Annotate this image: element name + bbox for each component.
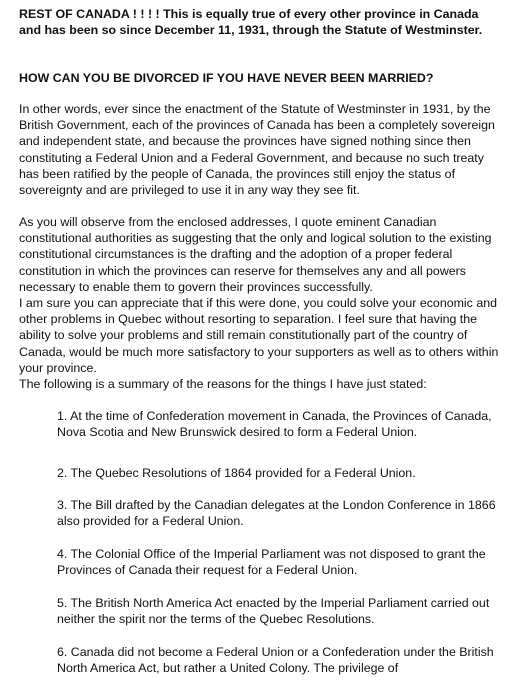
question-heading: HOW CAN YOU BE DIVORCED IF YOU HAVE NEVER BEEN MARRIED? bbox=[19, 71, 434, 85]
summary-item: 3. The Bill drafted by the Canadian delegates at the London Conference in 1866 also provided for a Federal Union. bbox=[57, 498, 496, 529]
summary-item: 2. The Quebec Resolutions of 1864 provided for a Federal Union. bbox=[57, 466, 416, 480]
summary-item: 1. At the time of Confederation movement in Canada, the Provinces of Canada, Nova Scotia and New Brunswick desired to form a Federal Union. bbox=[57, 409, 492, 440]
summary-item: 6. Canada did not become a Federal Union or a Confederation under the British North America Act, but rather a United Colony. The privilege of bbox=[57, 645, 494, 676]
paragraph-quebec-problems: I am sure you can appreciate that if this were done, you could solve your economic and other problems in Quebec without resorting to separation. I feel sure that having the ability to solve your problems and still remain constitutionally part of the country of Canada, would be much more satisfactory to your supporters as well as to others within your province. bbox=[19, 296, 499, 375]
summary-item: 5. The British North America Act enacted by the Imperial Parliament carried out neither the spirit nor the terms of the Quebec Resolutions. bbox=[57, 596, 490, 627]
paragraph-constitutional-authorities: As you will observe from the enclosed addresses, I quote eminent Canadian constitutional authorities as suggesting that the only and logical solution to the existing constitutional circumstances is the drafting and the adoption of a proper federal constitution in which the provinces can reserve for themselves any and all powers necessary to enable them to govern their provinces successfully. bbox=[19, 215, 492, 294]
intro-heading: REST OF CANADA ! ! ! ! This is equally true of every other province in Canada and has been so since December 11, 1931, through the Statute of Westminster. bbox=[19, 7, 483, 38]
summary-item: 4. The Colonial Office of the Imperial Parliament was not disposed to grant the Provinces of Canada their request for a Federal Union. bbox=[57, 547, 486, 578]
paragraph-statute: In other words, ever since the enactment of the Statute of Westminster in 1931, by the British Government, each of the provinces of Canada has been a completely sovereign and independent state, and because the provinces have signed nothing since then constituting a Federal Union and a Federal Government, and because no such treaty has been ratified by the people of Canada, the provinces still enjoy the status of sovereignty and are privileged to use it in any way they see fit. bbox=[19, 102, 495, 198]
paragraph-summary-intro: The following is a summary of the reasons for the things I have just stated: bbox=[19, 377, 427, 391]
